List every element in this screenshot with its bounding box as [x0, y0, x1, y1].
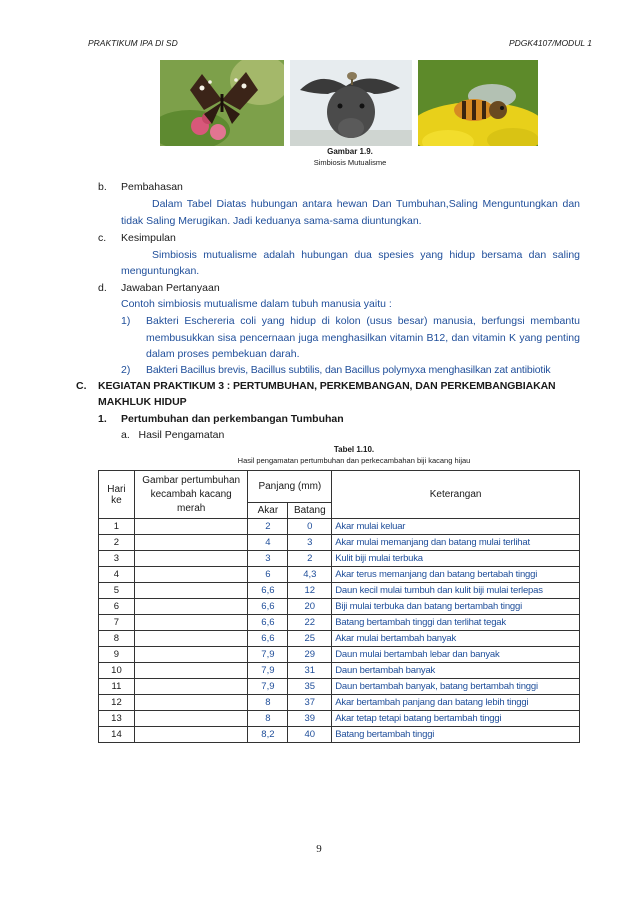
section-b-line2: tidak Saling Merugikan. Jadi keduanya sama-sama diuntungkan.: [121, 215, 422, 227]
cell-gambar: [134, 599, 248, 615]
cell-keterangan: Daun bertambah banyak, batang bertambah tinggi: [332, 679, 580, 695]
cell-gambar: [134, 647, 248, 663]
cell-batang: 37: [288, 695, 332, 711]
section-b-title: Pembahasan: [121, 181, 183, 193]
section-d-item1-line1: Bakteri Eschereria coli yang hidup di kolon (usus besar) manusia, berfungsi membantu: [146, 315, 580, 327]
section-d-item1-line2: membusukkan sisa pencernaan juga menghasilkan vitamin B12, dan vitamin K yang penting: [146, 332, 580, 344]
cell-hari: 12: [99, 695, 135, 711]
cell-keterangan: Akar mulai bertambah banyak: [332, 631, 580, 647]
section-d-item2-line1: Bakteri Bacillus brevis, Bacillus subtilis, dan Bacillus polymyxa menghasilkan zat antibiotik: [146, 364, 551, 376]
cell-gambar: [134, 679, 248, 695]
cell-akar: 6,6: [248, 631, 288, 647]
table-title: Tabel 1.10.: [333, 445, 375, 454]
header-akar: Akar: [248, 503, 288, 519]
running-header-left: PRAKTIKUM IPA DI SD: [88, 38, 178, 48]
page-number: 9: [316, 843, 322, 855]
cell-akar: 7,9: [248, 679, 288, 695]
cell-hari: 4: [99, 567, 135, 583]
section-d-item2-number: 2): [121, 364, 131, 376]
cell-hari: 1: [99, 519, 135, 535]
running-header-right: PDGK4107/MODUL 1: [509, 38, 592, 48]
cell-gambar: [134, 711, 248, 727]
table-row: [99, 679, 580, 695]
cell-hari: 11: [99, 679, 135, 695]
table-row: [99, 551, 580, 567]
subsection-a-title: a. Hasil Pengamatan: [121, 429, 225, 441]
buffalo-with-bird-photo: [290, 60, 412, 146]
figure-caption-title: Simbiosis Mutualisme: [313, 158, 387, 167]
header-gambar: Gambar pertumbuhan kecambah kacang merah: [134, 471, 248, 519]
section-d-intro: Contoh simbiosis mutualisme dalam tubuh manusia yaitu :: [121, 298, 392, 310]
cell-keterangan: Kulit biji mulai terbuka: [332, 551, 580, 567]
table-row: [99, 647, 580, 663]
cell-akar: 2: [248, 519, 288, 535]
cell-keterangan: Akar tetap tetapi batang bertambah tinggi: [332, 711, 580, 727]
cell-akar: 7,9: [248, 647, 288, 663]
figure-photos: [160, 60, 580, 150]
cell-akar: 3: [248, 551, 288, 567]
cell-akar: 7,9: [248, 663, 288, 679]
cell-batang: 22: [288, 615, 332, 631]
table-row: [99, 663, 580, 679]
cell-akar: 8: [248, 695, 288, 711]
table-row: [99, 695, 580, 711]
cell-gambar: [134, 567, 248, 583]
bee-on-flower-photo: [418, 60, 538, 146]
header-panjang: Panjang (mm): [248, 471, 332, 503]
cell-keterangan: Akar mulai keluar: [332, 519, 580, 535]
cell-batang: 31: [288, 663, 332, 679]
kegiatan-title-line2: MAKHLUK HIDUP: [98, 396, 187, 408]
cell-hari: 5: [99, 583, 135, 599]
subsection-1-number: 1.: [98, 413, 107, 425]
figure-caption-number: Gambar 1.9.: [327, 147, 373, 156]
header-batang: Batang: [288, 503, 332, 519]
table-row: [99, 727, 580, 743]
cell-hari: 13: [99, 711, 135, 727]
cell-batang: 4,3: [288, 567, 332, 583]
cell-batang: 20: [288, 599, 332, 615]
cell-akar: 6,6: [248, 615, 288, 631]
table-row: [99, 535, 580, 551]
section-d-item1-number: 1): [121, 315, 131, 327]
section-b-line1: Dalam Tabel Diatas hubungan antara hewan Dan Tumbuhan,Saling Menguntungkan dan: [152, 198, 580, 210]
cell-akar: 6: [248, 567, 288, 583]
cell-akar: 6,6: [248, 583, 288, 599]
cell-hari: 9: [99, 647, 135, 663]
cell-hari: 7: [99, 615, 135, 631]
observation-table: [98, 470, 580, 743]
table-row: [99, 567, 580, 583]
cell-batang: 29: [288, 647, 332, 663]
table-row: [99, 615, 580, 631]
cell-keterangan: Biji mulai terbuka dan batang bertambah tinggi: [332, 599, 580, 615]
butterfly-on-flower-photo: [160, 60, 284, 146]
table-row: [99, 631, 580, 647]
cell-gambar: [134, 663, 248, 679]
cell-batang: 0: [288, 519, 332, 535]
cell-hari: 8: [99, 631, 135, 647]
section-d-marker: d.: [98, 282, 107, 294]
cell-gambar: [134, 535, 248, 551]
cell-akar: 8,2: [248, 727, 288, 743]
cell-akar: 8: [248, 711, 288, 727]
cell-keterangan: Batang bertambah tinggi: [332, 727, 580, 743]
cell-gambar: [134, 695, 248, 711]
cell-hari: 10: [99, 663, 135, 679]
section-c-line1: Simbiosis mutualisme adalah hubungan dua spesies yang hidup bersama dan saling: [152, 249, 580, 261]
section-c-marker: c.: [98, 232, 107, 244]
table-row: [99, 711, 580, 727]
cell-batang: 40: [288, 727, 332, 743]
cell-hari: 6: [99, 599, 135, 615]
cell-keterangan: Daun kecil mulai tumbuh dan kulit biji mulai terlepas: [332, 583, 580, 599]
table-row: [99, 519, 580, 535]
cell-gambar: [134, 551, 248, 567]
cell-akar: 6,6: [248, 599, 288, 615]
cell-batang: 35: [288, 679, 332, 695]
cell-keterangan: Daun mulai bertambah lebar dan banyak: [332, 647, 580, 663]
section-c-title: Kesimpulan: [121, 232, 176, 244]
header-hari: Hari ke: [99, 471, 135, 519]
cell-batang: 39: [288, 711, 332, 727]
cell-keterangan: Akar mulai memanjang dan batang mulai terlihat: [332, 535, 580, 551]
cell-batang: 12: [288, 583, 332, 599]
cell-hari: 2: [99, 535, 135, 551]
subsection-1-title: Pertumbuhan dan perkembangan Tumbuhan: [121, 413, 344, 425]
kegiatan-marker: C.: [76, 380, 87, 392]
section-d-item1-line3: dalam proses pembekuan darah.: [146, 348, 300, 360]
section-d-title: Jawaban Pertanyaan: [121, 282, 220, 294]
cell-hari: 14: [99, 727, 135, 743]
cell-batang: 25: [288, 631, 332, 647]
table-row: [99, 583, 580, 599]
section-b-marker: b.: [98, 181, 107, 193]
cell-gambar: [134, 519, 248, 535]
cell-batang: 2: [288, 551, 332, 567]
cell-akar: 4: [248, 535, 288, 551]
cell-gambar: [134, 727, 248, 743]
cell-gambar: [134, 631, 248, 647]
cell-keterangan: Akar bertambah panjang dan batang lebih tinggi: [332, 695, 580, 711]
table-subtitle: Hasil pengamatan pertumbuhan dan perkecambahan biji kacang hijau: [237, 456, 471, 465]
cell-gambar: [134, 583, 248, 599]
cell-keterangan: Akar terus memanjang dan batang bertabah tinggi: [332, 567, 580, 583]
kegiatan-title-line1: KEGIATAN PRAKTIKUM 3 : PERTUMBUHAN, PERKEMBANGAN, DAN PERKEMBANGBIAKAN: [98, 380, 556, 392]
cell-hari: 3: [99, 551, 135, 567]
section-c-line2: menguntungkan.: [121, 265, 200, 277]
table-row: [99, 599, 580, 615]
cell-keterangan: Batang bertambah tinggi dan terlihat tegak: [332, 615, 580, 631]
header-keterangan: Keterangan: [332, 471, 580, 519]
cell-keterangan: Daun bertambah banyak: [332, 663, 580, 679]
cell-gambar: [134, 615, 248, 631]
cell-batang: 3: [288, 535, 332, 551]
